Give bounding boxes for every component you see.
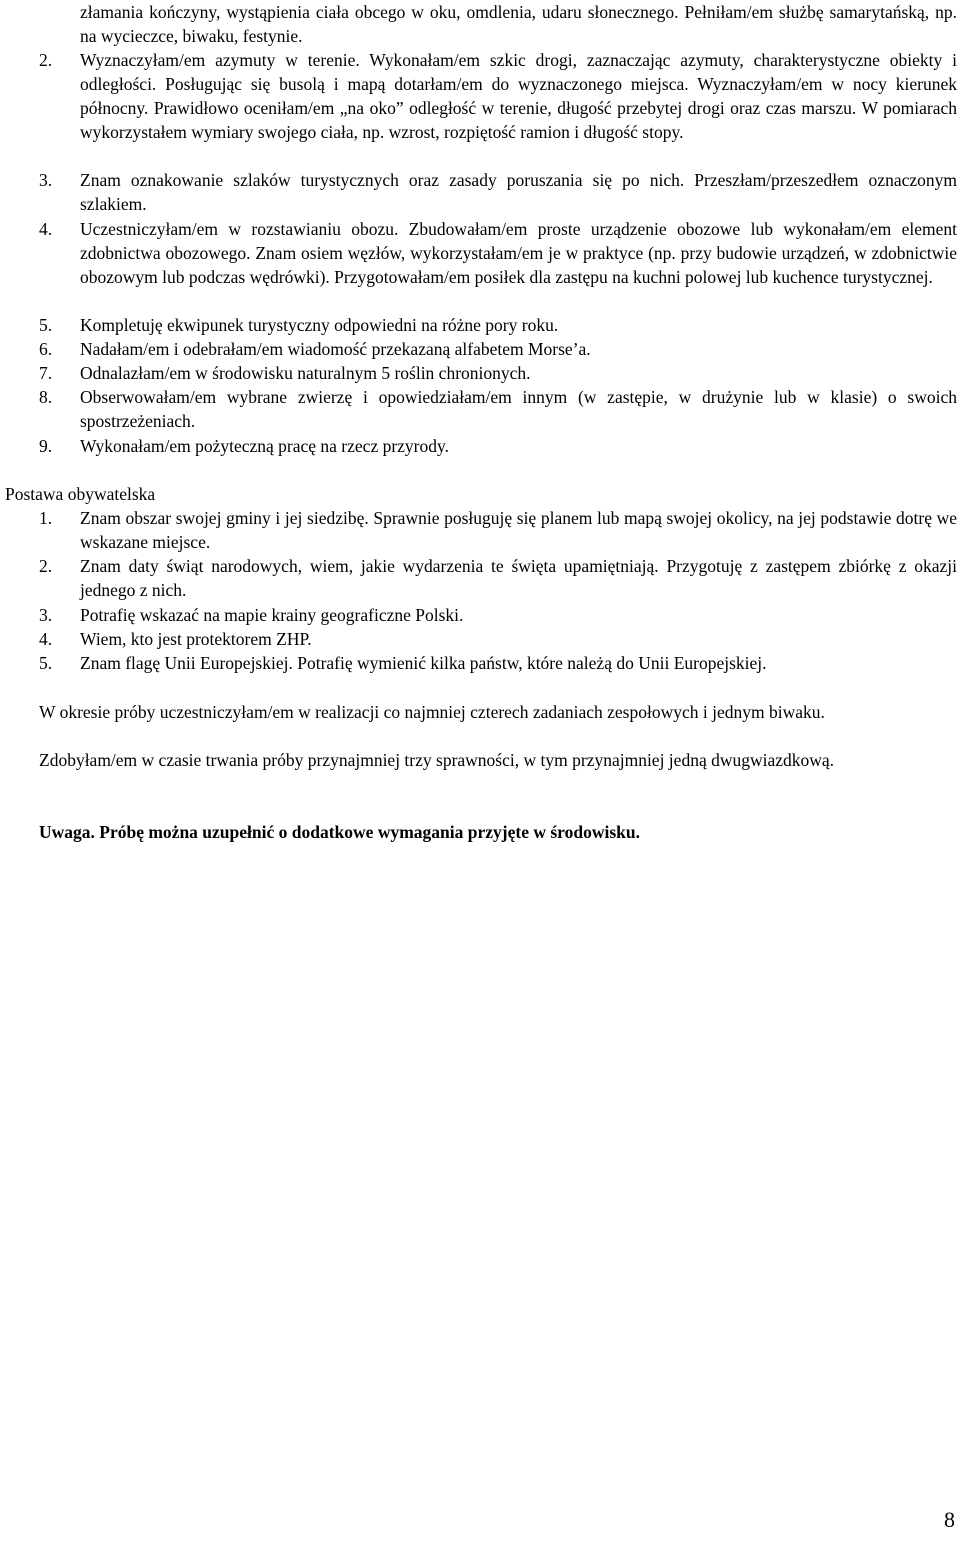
list-item-text: Uczestniczyłam/em w rozstawianiu obozu. Zbudowałam/em proste urządzenie obozowe lub wykonałam/em element zdobnictwa obozowego. Znam osiem węzłów, wykorzystałam/em je w praktyce (np. przy budowie urządzeń, w zdobnictwie obozowym lub podczas wędrówki). Przygotowałam/em posiłek dla zastępu na kuchni polowej lub kuchence turystycznej. (80, 219, 957, 287)
paragraph-2-block (5, 748, 957, 772)
section-title: Postawa obywatelska (5, 484, 156, 504)
list-item-text: Potrafię wskazać na mapie krainy geograficzne Polski. (80, 605, 464, 625)
list-item-text: Znam oznakowanie szlaków turystycznych oraz zasady poruszania się po nich. Przeszłam/przeszedłem oznaczonym szlakiem. (80, 170, 957, 214)
paragraph: Zdobyłam/em w czasie trwania próby przynajmniej trzy sprawności, w tym przynajmniej jedną dwugwiazdkową. (39, 750, 835, 770)
list-item-9 (5, 434, 957, 458)
paragraph-1-block (5, 700, 957, 724)
list-item-text: Wiem, kto jest protektorem ZHP. (80, 629, 312, 649)
list-number: 9. (39, 436, 53, 456)
list-item-text: Nadałam/em i odebrałam/em wiadomość przekazaną alfabetem Morse’a. (80, 339, 591, 359)
section-b-item-3 (5, 603, 957, 627)
section-b-item-2 (5, 554, 957, 602)
list-item-b4 (5, 627, 957, 651)
list-item-b5 (5, 651, 957, 675)
list-number: 3. (39, 170, 53, 190)
list-item-text: Kompletuję ekwipunek turystyczny odpowiedni na różne pory roku. (80, 315, 559, 335)
section-title-block (5, 482, 957, 506)
list-number: 2. (39, 50, 53, 70)
requirements-list-a-9 (5, 434, 957, 458)
list-item-b2 (5, 554, 957, 602)
paragraph: W okresie próby uczestniczyłam/em w realizacji co najmniej czterech zadaniach zespołowych i jednym biwaku. (39, 702, 825, 722)
requirements-list-a-3 (5, 168, 957, 216)
list-number: 3. (39, 605, 53, 625)
section-b-item-4 (5, 627, 957, 651)
list-number: 2. (39, 556, 53, 576)
requirements-list-a-7 (5, 361, 957, 385)
page-number: 8 (944, 1507, 955, 1532)
list-number: 8. (39, 387, 53, 407)
list-item-7 (5, 361, 957, 385)
requirements-list-a (5, 48, 957, 144)
list-item-8 (5, 385, 957, 433)
section-b-item-5 (5, 651, 957, 675)
list-item-text: Odnalazłam/em w środowisku naturalnym 5 roślin chronionych. (80, 363, 531, 383)
list-item-text: Wyznaczyłam/em azymuty w terenie. Wykonałam/em szkic drogi, zaznaczając azymuty, charakterystyczne obiekty i odległości. Posługując się busolą i mapą dotarłam/em do wyznaczonego miejsca. Wyznaczyłam/em w nocy kierunek północny. Prawidłowo oceniłam/em „na oko” odległość w terenie, długość przebytej drogi oraz czas marszu. W pomiarach wykorzystałem wymiary swojego ciała, np. wzrost, rozpiętość ramion i długość stopy. (80, 50, 957, 142)
requirements-list-a-4 (5, 217, 957, 289)
list-item-text: Znam flagę Unii Europejskiej. Potrafię wymienić kilka państw, które należą do Unii Europejskiej. (80, 653, 767, 673)
list-item-4 (5, 217, 957, 289)
list-number: 6. (39, 339, 53, 359)
note-block (5, 820, 957, 844)
list-number: 5. (39, 315, 53, 335)
list-item-text: Wykonałam/em pożyteczną pracę na rzecz przyrody. (80, 436, 449, 456)
continuation-block (5, 0, 957, 48)
list-item-3 (5, 168, 957, 216)
list-item-text: Znam daty świąt narodowych, wiem, jakie wydarzenia te święta upamiętniają. Przygotuję z zastępem zbiórkę z okazji jednego z nich. (80, 556, 957, 600)
list-item-text: Obserwowałam/em wybrane zwierzę i opowiedziałam/em innym (w zastępie, w drużynie lub w klasie) o swoich spostrzeżeniach. (80, 387, 957, 431)
list-item-text: Znam obszar swojej gminy i jej siedzibę. Sprawnie posługuję się planem lub mapą swojej okolicy, na jej podstawie dotrę we wskazane miejsce. (80, 508, 957, 552)
list-number: 1. (39, 508, 53, 528)
requirements-list-a-8 (5, 385, 957, 433)
requirements-list-a-6 (5, 337, 957, 361)
continuation-text: złamania kończyny, wystąpienia ciała obcego w oku, omdlenia, udaru słonecznego. Pełniłam/em służbę samarytańską, np. na wycieczce, biwaku, festynie. (80, 2, 957, 46)
list-item-6 (5, 337, 957, 361)
list-item-5 (5, 313, 957, 337)
list-item-b1 (5, 506, 957, 554)
requirements-list-a-5 (5, 313, 957, 337)
list-number: 7. (39, 363, 53, 383)
section-b-item-1 (5, 506, 957, 554)
list-number: 4. (39, 629, 53, 649)
list-number: 4. (39, 219, 53, 239)
list-item-2 (5, 48, 957, 144)
list-item-b3 (5, 603, 957, 627)
list-number: 5. (39, 653, 53, 673)
note-text: Uwaga. Próbę można uzupełnić o dodatkowe wymagania przyjęte w środowisku. (39, 822, 640, 842)
